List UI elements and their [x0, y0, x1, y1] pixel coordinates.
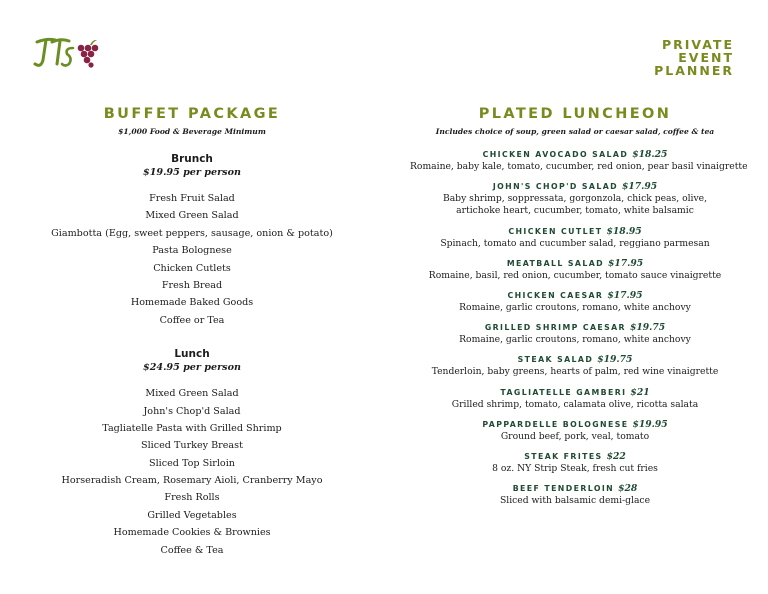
entry-name: PAPPARDELLE BOLOGNESE	[482, 419, 629, 429]
lunch-items	[40, 385, 344, 559]
entry-name: JOHN'S CHOP'D SALAD	[492, 182, 618, 192]
planner-line: PRIVATE	[661, 37, 734, 52]
entry-description: Spinach, tomato and cucumber salad, reggiano parmesan	[440, 237, 710, 249]
entry-name: STEAK SALAD	[517, 355, 594, 365]
menu-item: Tagliatelle Pasta with Grilled Shrimp	[102, 422, 282, 434]
entry-price: $19.75	[597, 354, 633, 366]
menu-item: Fresh Fruit Salad	[149, 193, 235, 204]
entry-name: BEEF TENDERLOIN	[512, 484, 615, 494]
entry-price: $18.25	[632, 149, 668, 160]
jts-logo	[33, 34, 101, 74]
entry-price: $18.95	[606, 225, 642, 237]
menu-item: Homemade Baked Goods	[130, 297, 254, 309]
grapes-icon	[33, 34, 101, 74]
menu-item: Giambotta (Egg, sweet peppers, sausage, onion & potato)	[51, 227, 333, 239]
entry-description: Romaine, basil, red onion, cucumber, tomato sauce vinaigrette	[428, 269, 722, 281]
planner-line: PLANNER	[654, 63, 734, 78]
lunch-price: $24.95 per person	[143, 362, 241, 374]
entry-price: $22	[606, 451, 626, 463]
lunch-title: Lunch	[174, 348, 210, 361]
plated-luncheon-title: PLATED LUNCHEON	[478, 106, 672, 122]
entry-name: TAGLIATELLE GAMBERI	[500, 387, 627, 397]
plated-luncheon-section	[410, 104, 748, 507]
entry-description: Sliced with balsamic demi-glace	[499, 495, 651, 507]
entry-price: $17.95	[607, 290, 643, 302]
entry-price: $19.95	[632, 418, 668, 430]
buffet-package-section	[40, 104, 344, 559]
brunch-items	[40, 190, 344, 329]
brunch-title: Brunch	[171, 153, 213, 165]
plated-entry	[410, 226, 740, 250]
plated-entry	[410, 354, 740, 378]
entry-price: $21	[630, 386, 650, 398]
plated-entry	[410, 290, 740, 314]
plated-entries	[410, 149, 748, 507]
entry-name: CHICKEN CUTLET	[508, 226, 603, 236]
menu-item: Coffee or Tea	[159, 314, 225, 326]
menu-item: John's Chop'd Salad	[143, 405, 241, 417]
plated-entry	[410, 387, 740, 411]
entry-description: Romaine, garlic croutons, romano, white anchovy	[459, 334, 691, 346]
brunch-block	[40, 152, 344, 329]
entry-description: Baby shrimp, soppressata, gorgonzola, chick peas, olive,	[442, 193, 708, 205]
entry-price: $19.75	[629, 322, 666, 334]
entry-price: $17.95	[622, 181, 658, 193]
menu-item: Fresh Rolls	[164, 492, 220, 504]
plated-entry	[410, 181, 740, 217]
menu-item: Chicken Cutlets	[153, 262, 231, 274]
plated-entry	[410, 149, 748, 173]
entry-price: $17.95	[608, 257, 644, 269]
private-event-planner-heading	[654, 38, 734, 77]
entry-description: Romaine, baby kale, tomato, cucumber, red onion, pear basil vinaigrette	[410, 161, 748, 172]
menu-item: Mixed Green Salad	[145, 210, 239, 222]
planner-line: EVENT	[678, 50, 734, 65]
entry-description: 8 oz. NY Strip Steak, fresh cut fries	[492, 463, 658, 475]
entry-description: Romaine, garlic croutons, romano, white anchovy	[459, 302, 691, 314]
plated-entry	[410, 451, 740, 475]
entry-description: Tenderloin, baby greens, hearts of palm, red wine vinaigrette	[431, 366, 719, 378]
menu-item: Fresh Bread	[161, 279, 223, 291]
plated-entry	[410, 258, 740, 282]
plated-entry	[410, 419, 740, 443]
menu-item: Grilled Vegetables	[147, 509, 237, 521]
entry-description: Ground beef, pork, veal, tomato	[500, 430, 650, 442]
menu-item: Pasta Bolognese	[152, 245, 232, 257]
brunch-price: $19.95 per person	[143, 167, 241, 178]
menu-item: Coffee & Tea	[160, 544, 224, 556]
menu-item: Mixed Green Salad	[145, 388, 239, 400]
buffet-package-title: BUFFET PACKAGE	[103, 106, 281, 122]
entry-description: Grilled shrimp, tomato, calamata olive, ricotta salata	[451, 398, 699, 410]
lunch-block	[40, 347, 344, 559]
entry-name: CHICKEN CAESAR	[507, 291, 604, 301]
plated-entry	[410, 322, 740, 346]
menu-item: Sliced Top Sirloin	[149, 457, 235, 469]
entry-price: $28	[618, 483, 638, 495]
buffet-minimum: $1,000 Food & Beverage Minimum	[118, 127, 266, 136]
menu-item: Sliced Turkey Breast	[141, 440, 243, 452]
menu-item: Horseradish Cream, Rosemary Aioli, Cranberry Mayo	[61, 475, 323, 487]
entry-name: CHICKEN AVOCADO SALAD	[482, 150, 629, 159]
plated-luncheon-includes: Includes choice of soup, green salad or caesar salad, coffee & tea	[435, 127, 715, 136]
plated-entry	[410, 483, 740, 507]
entry-name: STEAK FRITES	[524, 452, 603, 462]
entry-name: MEATBALL SALAD	[506, 258, 604, 268]
entry-description: artichoke heart, cucumber, tomato, white balsamic	[456, 205, 694, 217]
entry-name: GRILLED SHRIMP CAESAR	[484, 323, 626, 333]
menu-item: Homemade Cookies & Brownies	[113, 527, 271, 539]
